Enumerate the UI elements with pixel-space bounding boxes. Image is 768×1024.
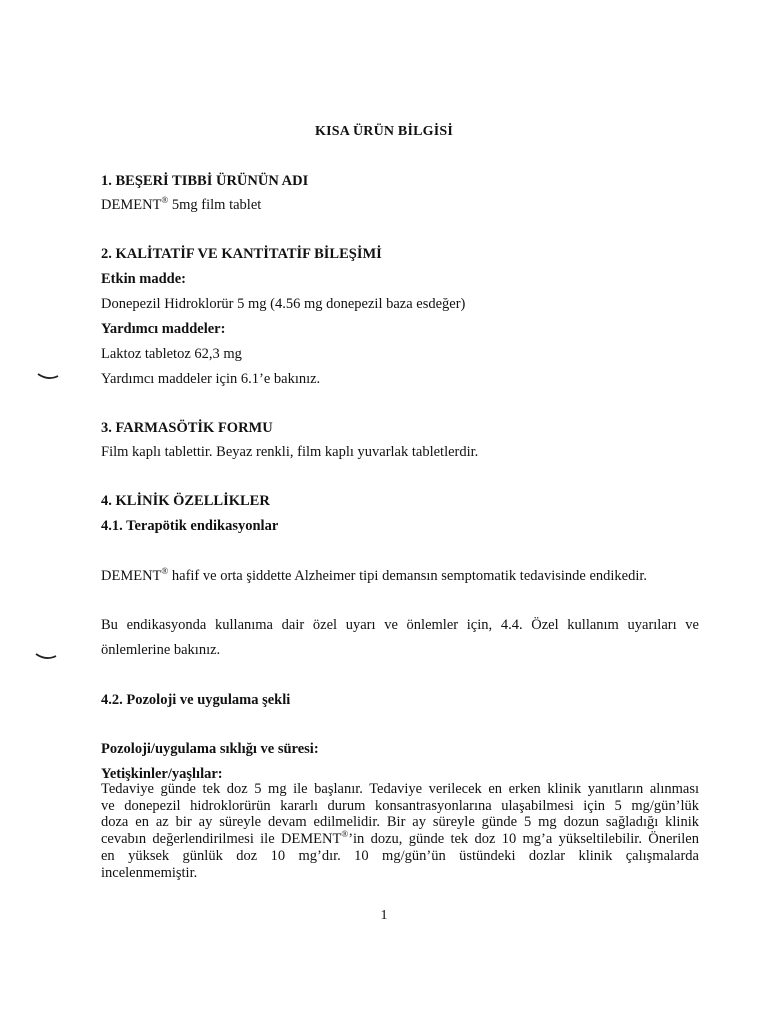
product-name-line — [101, 196, 261, 214]
registered-mark: ® — [161, 195, 169, 205]
indication-text: hafif ve orta şiddette Alzheimer tipi demansın semptomatik tedavisinde endikedir. — [168, 568, 648, 584]
active-substance-text: Donepezil Hidroklorür 5 mg (4.56 mg donepezil baza esdeğer) — [101, 296, 466, 312]
active-substance-label: Etkin madde: — [101, 271, 187, 287]
adults-line-4 — [101, 831, 699, 848]
excipients-label: Yardımcı maddeler: — [101, 321, 226, 337]
adults-line-1: Tedaviye günde tek doz 5 mg ile başlanır. Tedaviye verilecek en erken klinik yanıtların alınması — [101, 781, 699, 797]
section-3-heading: 3. FARMASÖTİK FORMU — [101, 420, 273, 436]
indication-paragraph — [101, 567, 647, 585]
section-2-heading: 2. KALİTATİF VE KANTİTATİF BİLEŞİMİ — [101, 246, 382, 262]
section-4-2-heading: 4.2. Pozoloji ve uygulama şekli — [101, 692, 291, 708]
indication-product-name: DEMENT — [101, 568, 162, 584]
section-1-heading: 1. BEŞERİ TIBBİ ÜRÜNÜN ADI — [101, 173, 309, 189]
scan-margin-mark — [34, 652, 58, 662]
adults-line-6: incelenmemiştir. — [101, 864, 198, 881]
section-4-heading: 4. KLİNİK ÖZELLİKLER — [101, 493, 270, 509]
adults-line-4-end: ’in dozu, günde tek doz 10 mg’a yükseltilebilir. Önerilen — [348, 831, 699, 848]
scan-margin-mark — [36, 372, 60, 382]
adults-heading: Yetişkinler/yaşlılar: — [101, 766, 223, 782]
registered-mark: ® — [341, 829, 349, 840]
adults-line-5: en yüksek günlük doz 10 mg’dır. 10 mg/gün’ün üstündeki dozlar klinik çalışmalarda — [101, 847, 699, 864]
document-title: KISA ÜRÜN BİLGİSİ — [315, 124, 453, 139]
pharmaceutical-form-text: Film kaplı tablettir. Beyaz renkli, film kaplı yuvarlak tabletlerdir. — [101, 444, 479, 460]
page-number: 1 — [380, 908, 388, 923]
section-4-1-heading: 4.1. Terapötik endikasyonlar — [101, 518, 279, 534]
posology-heading: Pozoloji/uygulama sıklığı ve süresi: — [101, 741, 319, 757]
adults-line-4-start: cevabın değerlendirilmesi ile DEMENT — [101, 831, 342, 848]
adults-line-3: doza en az bir ay süreyle devam edilmelidir. Bir ay süreyle günde 5 mg dozun sağladığı klinik — [101, 814, 699, 831]
product-strength: 5mg film tablet — [168, 197, 262, 213]
excipient-lactose: Laktoz tabletoz 62,3 mg — [101, 346, 242, 362]
excipient-note: Yardımcı maddeler için 6.1’e bakınız. — [101, 371, 321, 387]
product-name: DEMENT — [101, 197, 162, 213]
registered-mark: ® — [161, 566, 169, 576]
warnings-reference-line-1: Bu endikasyonda kullanıma dair özel uyarı ve önlemler için, 4.4. Özel kullanım uyarıları ve — [101, 617, 699, 633]
adults-line-2: ve donepezil hidroklorürün kararlı durum konsantrasyonlarına ulaşabilmesi için 5 mg/gün’lük — [101, 797, 699, 814]
warnings-reference-line-2: önlemlerine bakınız. — [101, 642, 221, 658]
